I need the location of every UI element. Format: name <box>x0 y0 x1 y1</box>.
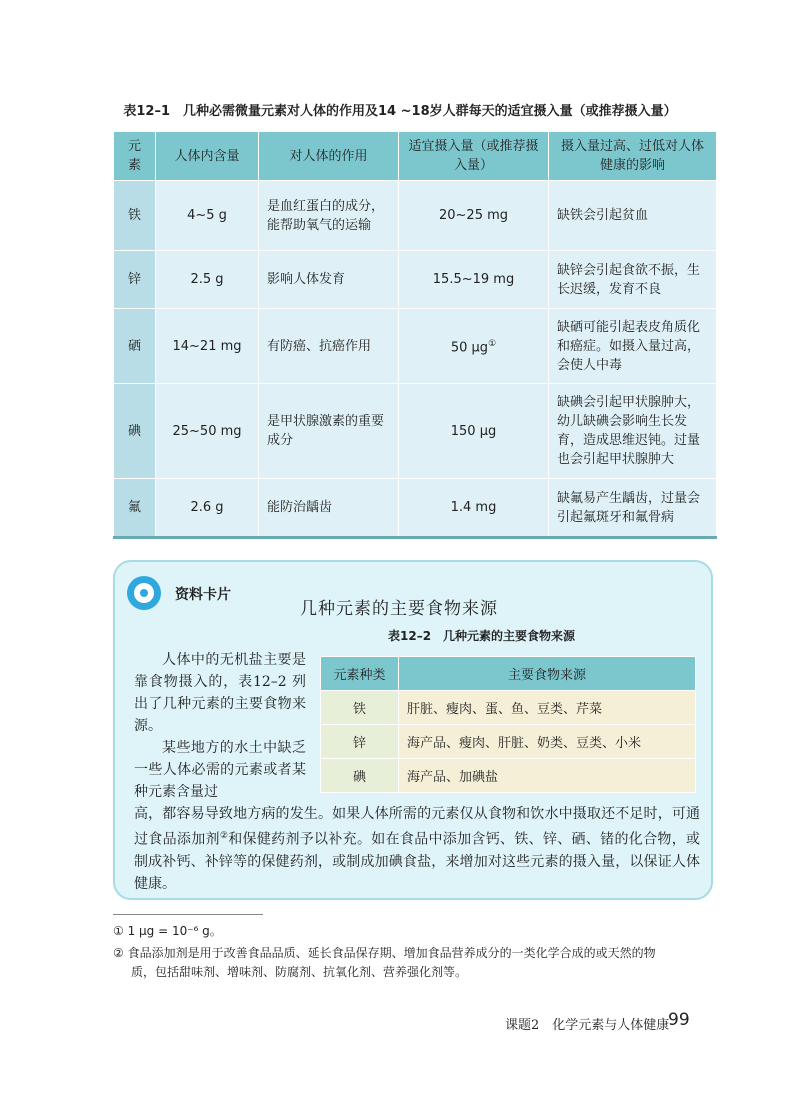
cell-intake: 20~25 mg <box>399 181 549 251</box>
cell-element: 锌 <box>114 251 156 309</box>
info-card-icon-dot <box>140 589 148 597</box>
cell-intake: 1.4 mg <box>399 479 549 538</box>
table1-header-row <box>114 132 717 181</box>
table2-header-sources: 主要食物来源 <box>399 657 696 691</box>
cell-element: 碘 <box>321 759 399 793</box>
cell-function: 是甲状腺激素的重要成分 <box>259 384 399 479</box>
card-paragraph-2-rest <box>134 803 700 895</box>
cell-intake <box>399 309 549 384</box>
table1-caption: 表12–1 几种必需微量元素对人体的作用及14 ~18岁人群每天的适宜摄入量（或推荐摄入量） <box>123 104 677 119</box>
cell-effect: 缺硒可能引起表皮角质化和癌症。如摄入量过高，会使人中毒 <box>549 309 717 384</box>
footnote-1: ① 1 μg = 10⁻⁶ g。 <box>113 924 222 938</box>
footnote-marker: ② <box>219 831 229 841</box>
cell-effect: 缺铁会引起贫血 <box>549 181 717 251</box>
cell-function: 能防治龋齿 <box>259 479 399 538</box>
cell-sources: 海产品、瘦肉、肝脏、奶类、豆类、小米 <box>399 725 696 759</box>
intake-value: 50 μg <box>450 340 489 356</box>
cell-effect: 缺氟易产生龋齿，过量会引起氟斑牙和氟骨病 <box>549 479 717 538</box>
table-trace-elements <box>113 131 717 539</box>
table-row <box>321 691 696 725</box>
cell-function: 影响人体发育 <box>259 251 399 309</box>
cell-intake: 15.5~19 mg <box>399 251 549 309</box>
table2-header-element: 元素种类 <box>321 657 399 691</box>
info-card-label: 资料卡片 <box>175 587 231 603</box>
table-row <box>321 725 696 759</box>
cell-function: 有防癌、抗癌作用 <box>259 309 399 384</box>
cell-element: 铁 <box>321 691 399 725</box>
card-paragraph-1: 人体中的无机盐主要是靠食物摄入的，表12–2 列出了几种元素的主要食物来源。 <box>134 652 306 734</box>
page-number: 99 <box>668 1010 690 1030</box>
cell-element: 硒 <box>114 309 156 384</box>
cell-content: 25~50 mg <box>156 384 259 479</box>
cell-sources: 海产品、加碘盐 <box>399 759 696 793</box>
table2-caption: 表12–2 几种元素的主要食物来源 <box>388 629 576 643</box>
cell-element: 铁 <box>114 181 156 251</box>
cell-content: 2.6 g <box>156 479 259 538</box>
table1-header-element: 元素 <box>114 132 156 181</box>
table-food-sources <box>320 656 696 793</box>
cell-element: 碘 <box>114 384 156 479</box>
info-card-title: 几种元素的主要食物来源 <box>300 599 498 619</box>
table1-header-function: 对人体的作用 <box>259 132 399 181</box>
para-text-b: 和保健药剂予以补充。如在食品中添加含钙、铁、锌、硒、锗的化合物，或制成补钙、补锌等的保健药剂，或制成加碘食盐，来增加对这些元素的摄入量，以保证人体健康。 <box>134 831 700 892</box>
footnote-rule <box>113 914 263 915</box>
table-row <box>114 309 717 384</box>
table2-header-row <box>321 657 696 691</box>
chapter-footer: 课题2 化学元素与人体健康 <box>505 1018 670 1033</box>
footnote-2-line1: ② 食品添加剂是用于改善食品品质、延长食品保存期、增加食品营养成分的一类化学合成的或天然的物 <box>113 946 656 960</box>
cell-content: 4~5 g <box>156 181 259 251</box>
footnote-marker: ① <box>488 338 497 349</box>
table-row <box>114 384 717 479</box>
para-text-a: 高，都容易导致地方病的发生。如果人体所需的元素仅从食物和饮水中摄取还不足时，可通过食品添加剂 <box>134 806 700 848</box>
footnote-2-line2: 质，包括甜味剂、增味剂、防腐剂、抗氧化剂、营养强化剂等。 <box>131 965 468 979</box>
card-paragraph-left <box>134 649 306 803</box>
cell-effect: 缺碘会引起甲状腺肿大，幼儿缺碘会影响生长发育，造成思维迟钝。过量也会引起甲状腺肿大 <box>549 384 717 479</box>
cell-element: 氟 <box>114 479 156 538</box>
table1-header-intake: 适宜摄入量（或推荐摄入量） <box>399 132 549 181</box>
table-row <box>114 181 717 251</box>
cell-element: 锌 <box>321 725 399 759</box>
cell-content: 14~21 mg <box>156 309 259 384</box>
card-paragraph-2-start: 某些地方的水土中缺乏一些人体必需的元素或者某种元素含量过 <box>134 740 306 800</box>
cell-content: 2.5 g <box>156 251 259 309</box>
table-row <box>114 479 717 538</box>
cell-sources: 肝脏、瘦肉、蛋、鱼、豆类、芹菜 <box>399 691 696 725</box>
footnote-2 <box>113 944 713 982</box>
table-row <box>114 251 717 309</box>
table1-header-content: 人体内含量 <box>156 132 259 181</box>
cell-effect: 缺锌会引起食欲不振，生长迟缓，发育不良 <box>549 251 717 309</box>
cell-intake: 150 μg <box>399 384 549 479</box>
table1-header-effect: 摄入量过高、过低对人体健康的影响 <box>549 132 717 181</box>
cell-function: 是血红蛋白的成分，能帮助氧气的运输 <box>259 181 399 251</box>
table-row <box>321 759 696 793</box>
